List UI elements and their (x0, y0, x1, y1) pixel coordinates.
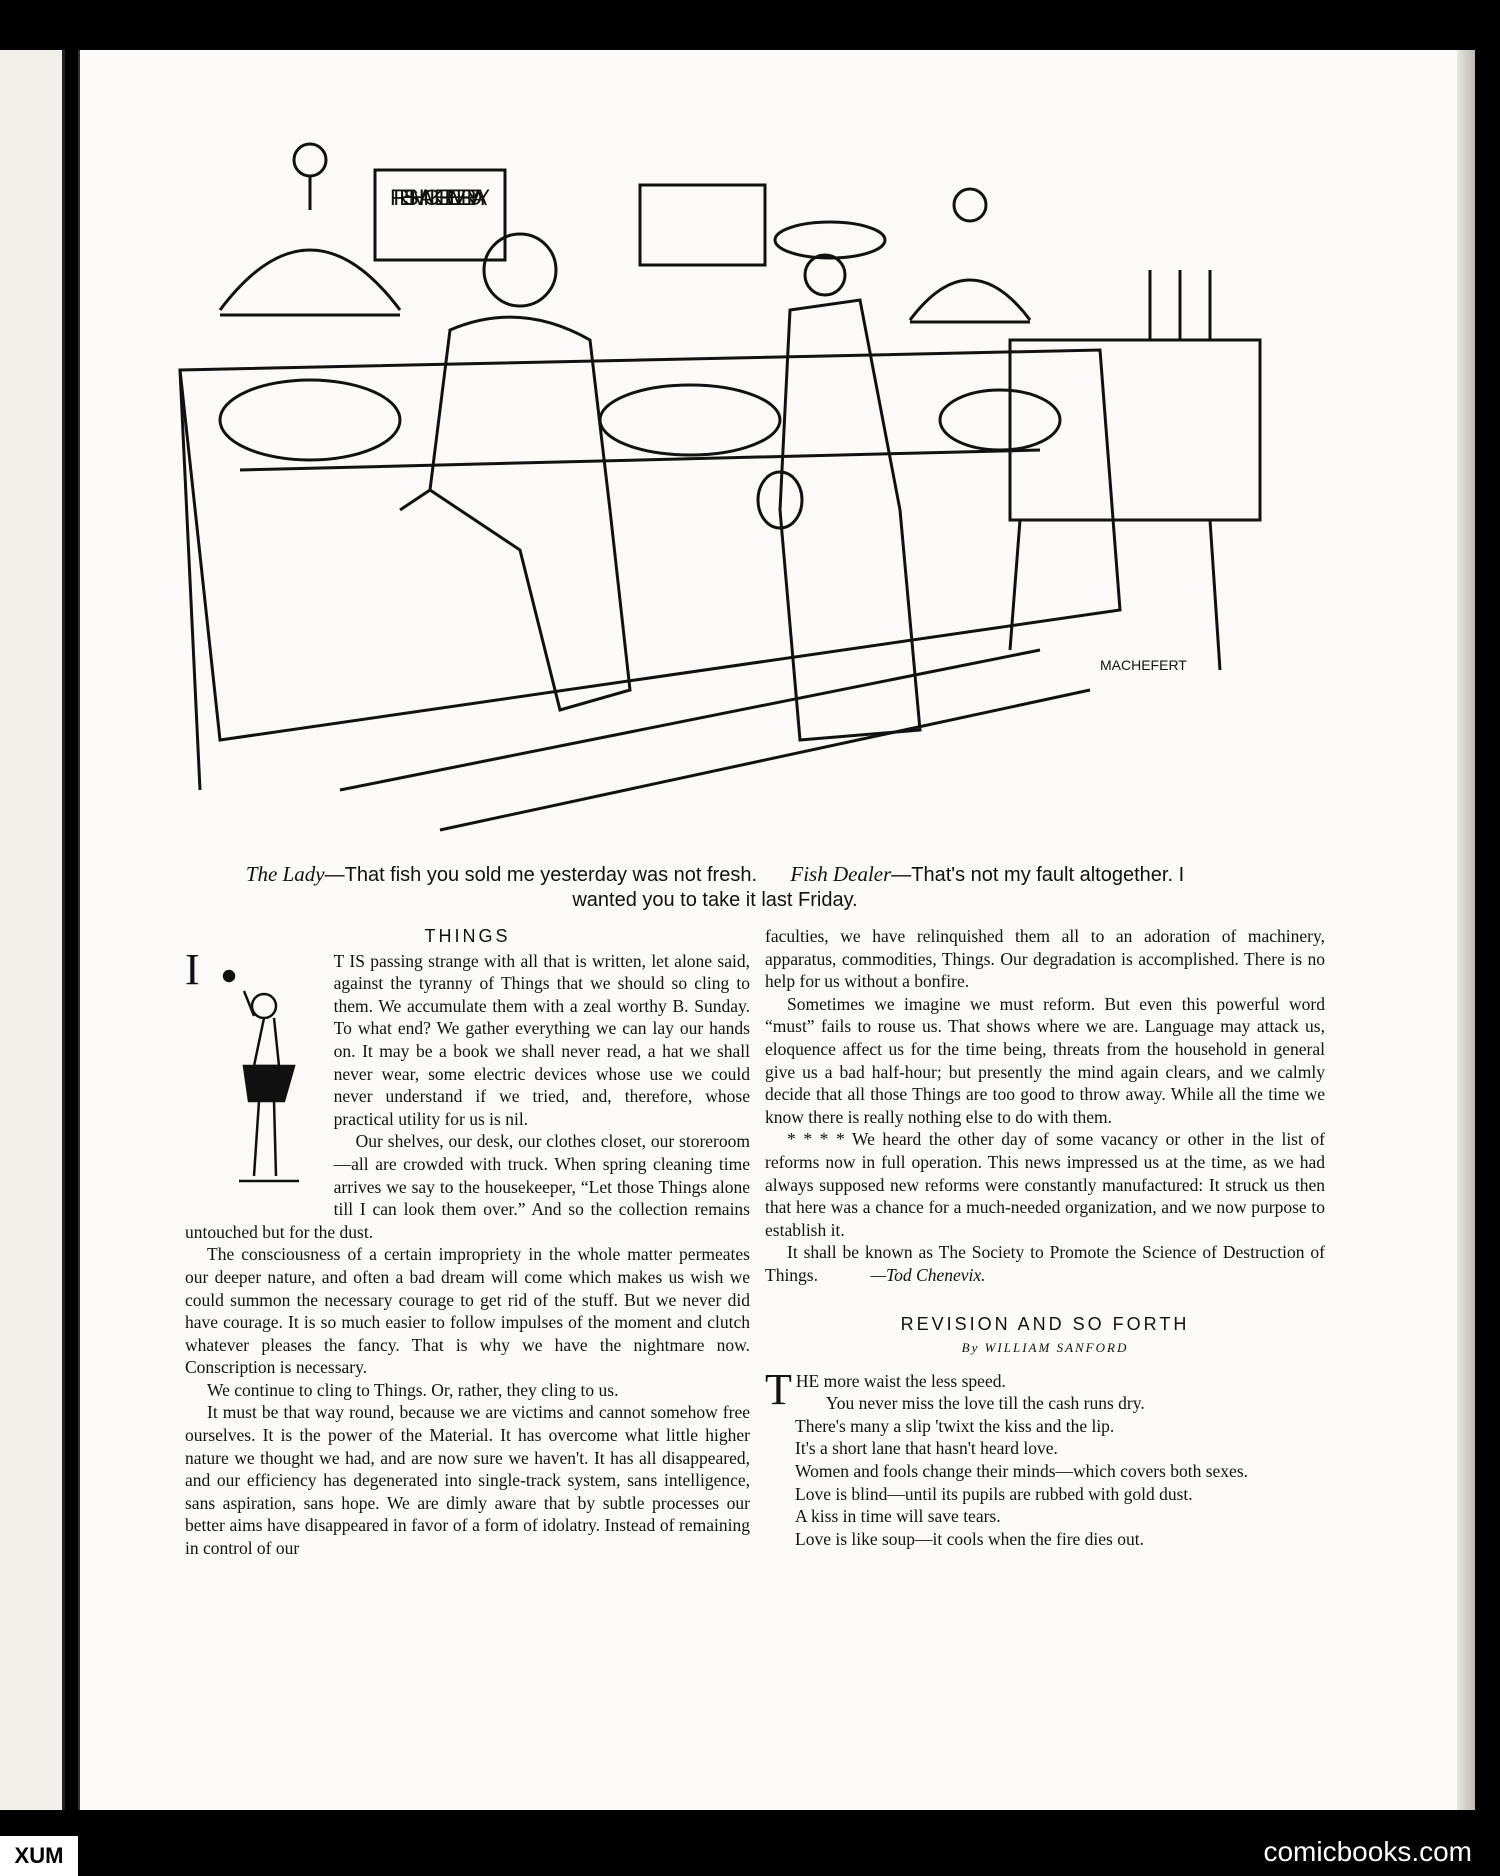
article-paragraph (765, 1241, 1325, 1286)
author-signature: —Tod Chenevix. (870, 1264, 986, 1285)
article-paragraph: faculties, we have relinquished them all to an adoration of machinery, apparatus, commodities, Things. Our degradation is accomplished. There is no help for us without a bonfire. (765, 926, 1325, 992)
cartoon-caption (215, 862, 1215, 913)
caption-speaker-lady: The Lady (245, 862, 325, 886)
caption-line-lady: —That fish you sold me yesterday was not fresh. (324, 864, 758, 886)
poem-line-text: HE more waist the less speed. (795, 1370, 1006, 1391)
footer-badge: XUM (0, 1836, 78, 1876)
sign-text: FRESH MACKEREL EVERY DAY (390, 185, 491, 210)
article-things-column (185, 925, 750, 1560)
drop-cap: I (185, 944, 200, 994)
article-paragraph: It must be that way round, because we are victims and cannot somehow free ourselves. It is the power of the Material. It has overcome what little higher nature we thought we had, and are now sure we haven't. It has all disappeared, and our efficiency has degenerated into single-track system, sans intelligence, sans aspiration, sans hope. We are dimly aware that by subtle processes our better aims have disappeared in favor of a form of idolatry. Instead of remaining in control of our (185, 1402, 750, 1559)
footer-watermark: comicbooks.com (1263, 1836, 1472, 1867)
article-title-things: THINGS (424, 926, 511, 946)
page-edge-shadow (1457, 50, 1475, 1810)
poem-line: Love is blind—until its pupils are rubbed with gold dust. (795, 1483, 1193, 1504)
paragraph-text: T IS passing strange with all that is written, let alone said, against the tyranny of Things that we should so cling to them. We accumulate them with a zeal worthy B. Sunday. To what end? We gather everything we can lay our hands on. It may be a book we shall never read, a hat we shall never wear, some electric devices whose use we could never understand if we tried, and, therefore, whose practical utility for us is nil. (333, 950, 750, 1129)
article-paragraph: Our shelves, our desk, our clothes closet, our storeroom—all are crowded with truck. When spring cleaning time arrives we say to the housekeeper, “Let those Things alone till I can look them over.” And so the collection remains untouched but for the dust. (185, 1131, 750, 1242)
right-column (765, 925, 1325, 1550)
article-paragraph: We continue to cling to Things. Or, rather, they cling to us. (207, 1379, 619, 1400)
artist-signature: MACHEFERT (1100, 657, 1187, 673)
caption-line-dealer: —That's not my fault altogether. I wanted you to take it last Friday. (572, 864, 1185, 911)
poem-line: Women and fools change their minds—which covers both sexes. (795, 1461, 1249, 1482)
article-paragraph (185, 944, 750, 1131)
facing-page-edge (0, 50, 65, 1810)
poem-line: A kiss in time will save tears. (795, 1506, 1001, 1527)
poem-line: Love is like soup—it cools when the fire dies out. (795, 1528, 1144, 1549)
article-paragraph: Sometimes we imagine we must reform. But even this powerful word “must” fails to rouse us. That shows where we are. Language may attack us, eloquence affect us for the time being, threats from the household in general give us a bad half-hour; but presently the mind again clears, and we calmly decide that all those Things are too good to throw away. While all the time we know there is really nothing else to do with them. (765, 993, 1325, 1127)
drop-cap: T (765, 1364, 792, 1414)
revision-poem (765, 1364, 1325, 1551)
poem-line: It's a short lane that hasn't heard love. (795, 1438, 1058, 1459)
poem-line: You never miss the love till the cash runs dry. (825, 1393, 1145, 1414)
poem-line: There's many a slip 'twixt the kiss and the lip. (795, 1415, 1115, 1436)
article-byline: By WILLIAM SANFORD (961, 1340, 1129, 1356)
cartoon-illustration (140, 90, 1315, 850)
article-paragraph: The consciousness of a certain impropriety in the whole matter permeates our deeper nature, and often a bad dream will come which makes us wish we could summon the necessary courage to get rid of the stuff. But we never did have courage. It is so much easier to follow impulses of the moment and clutch whatever pleases the fancy. That is why we have the nightmare now. Conscription is necessary. (185, 1244, 750, 1378)
girl-juggling-illustration (204, 956, 324, 1196)
paragraph-text: It shall be known as The Society to Promote the Science of Destruction of Things. (765, 1242, 1325, 1285)
caption-speaker-dealer: Fish Dealer (790, 862, 892, 886)
article-paragraph: * * * * We heard the other day of some vacancy or other in the list of reforms now in full operation. This news impressed us at the time, as we had always supposed new reforms were constantly manufactured: It struck us then that here was a chance for a much-needed organization, and we now purpose to establish it. (765, 1129, 1325, 1240)
article-title-revision: REVISION AND SO FORTH (900, 1313, 1190, 1334)
